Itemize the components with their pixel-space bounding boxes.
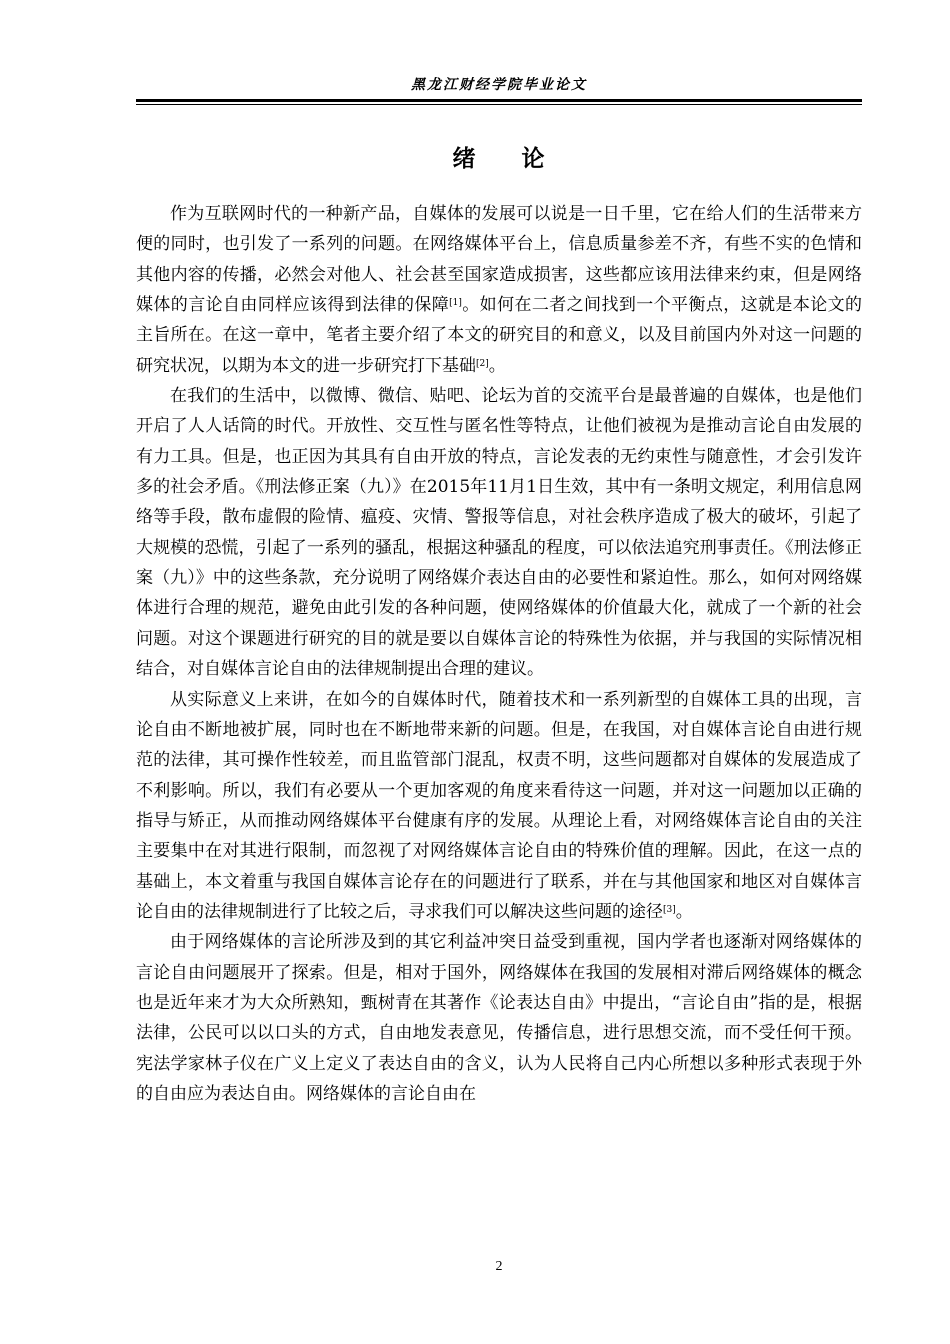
header-rule-thin <box>136 104 862 105</box>
running-header-title: 黑龙江财经学院毕业论文 <box>411 77 587 93</box>
body-paragraph <box>136 381 862 684</box>
paragraph-text: 。如何在二者之间找到一个平衡点，这就是本论文的主旨所在。在这一章中，笔者主要介绍了本文的研究目的和意义，以及目前国内外对这一问题的研究状况，以期为本文的进一步研究打下基础 <box>136 295 863 376</box>
body-paragraph <box>136 685 862 928</box>
paragraph-text: 由于网络媒体的言论所涉及到的其它利益冲突日益受到重视，国内学者也逐渐对网络媒体的言论自由问题展开了探索。但是，相对于国外，网络媒体在我国的发展相对滞后网络媒体的概念也是近年来才为大众所熟知，甄树青在其著作《论表达自由》中提出，“言论自由”指的是，根据法律，公民可以以口头的方式，自由地发表意见，传播信息，进行思想交流，而不受任何干预。宪法学家林子仪在广义上定义了表达自由的含义，认为人民将自己内心所想以多种形式表现于外的自由应为表达自由。网络媒体的言论自由在 <box>136 932 862 1104</box>
chapter-title: 绪 论 <box>452 146 546 172</box>
citation-marker: [2] <box>476 358 489 369</box>
paragraph-text: 从实际意义上来讲，在如今的自媒体时代，随着技术和一系列新型的自媒体工具的出现，言论自由不断地被扩展，同时也在不断地带来新的问题。但是，在我国，对自媒体言论自由进行规范的法律，其可操作性较差，而且监管部门混乱，权责不明，这些问题都对自媒体的发展造成了不利影响。所以，我们有必要从一个更加客观的角度来看待这一问题，并对这一问题加以正确的指导与矫正，从而推动网络媒体平台健康有序的发展。从理论上看，对网络媒体言论自由的关注主要集中在对其进行限制，而忽视了对网络媒体言论自由的特殊价值的理解。因此，在这一点的基础上，本文着重与我国自媒体言论存在的问题进行了联系，并在与其他国家和地区对自媒体言论自由的法律规制进行了比较之后，寻求我们可以解决这些问题的途径 <box>136 689 862 922</box>
paragraph-text: 作为互联网时代的一种新产品，自媒体的发展可以说是一日千里，它在给人们的生活带来方便的同时，也引发了一系列的问题。在网络媒体平台上，信息质量参差不齐，有些不实的色情和其他内容的传播，必然会对他人、社会甚至国家造成损害，这些都应该用法律来约束，但是网络媒体的言论自由同样应该得到法律的保障 <box>136 204 862 316</box>
body-paragraph <box>136 927 862 1109</box>
paragraph-text: 在我们的生活中，以微博、微信、贴吧、论坛为首的交流平台是最普遍的自媒体，也是他们开启了人人话筒的时代。开放性、交互性与匿名性等特点，让他们被视为是推动言论自由发展的有力工具。但是，也正因为其具有自由开放的特点，言论发表的无约束性与随意性，才会引发许多的社会矛盾。《刑法修正案（九）》在2015年11月1日生效，其中有一条明文规定，利用信息网络等手段，散布虚假的险情、瘟疫、灾情、警报等信息，对社会秩序造成了极大的破坏，引起了大规模的恐慌，引起了一系列的骚乱，根据这种骚乱的程度，可以依法追究刑事责任。《刑法修正案（九）》中的这些条款，充分说明了网络媒介表达自由的必要性和紧迫性。那么，如何对网络媒体进行合理的规范，避免由此引发的各种问题，使网络媒体的价值最大化，就成了一个新的社会问题。对这个课题进行研究的目的就是要以自媒体言论的特殊性为依据，并与我国的实际情况相结合，对自媒体言论自由的法律规制提出合理的建议。 <box>136 386 862 680</box>
body-paragraph <box>136 199 862 381</box>
header-rule-thick <box>136 99 862 102</box>
paragraph-text: 。 <box>488 355 506 376</box>
body-text <box>136 199 862 1109</box>
citation-marker: [3] <box>663 904 676 915</box>
citation-marker: [1] <box>449 298 462 309</box>
page-number: 2 <box>495 1259 503 1274</box>
paragraph-text: 。 <box>675 901 693 922</box>
